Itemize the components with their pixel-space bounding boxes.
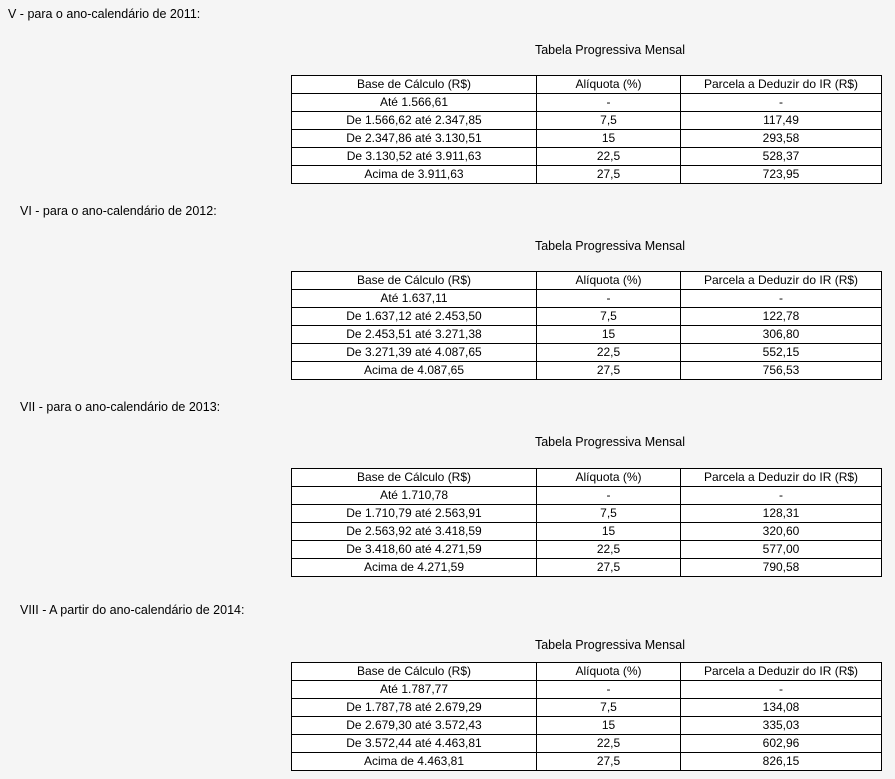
table-row	[292, 523, 882, 541]
cell-parcela: 602,96	[681, 735, 882, 753]
section-heading-2013: VII - para o ano-calendário de 2013:	[20, 400, 221, 414]
section-heading-2011: V - para o ano-calendário de 2011:	[8, 7, 201, 21]
table-row	[292, 753, 882, 771]
table-row	[292, 487, 882, 505]
cell-aliquota: 22,5	[537, 148, 681, 166]
cell-base: Até 1.637,11	[292, 290, 537, 308]
cell-base: Até 1.710,78	[292, 487, 537, 505]
cell-parcela: -	[681, 487, 882, 505]
table-row	[292, 735, 882, 753]
cell-aliquota: 15	[537, 523, 681, 541]
cell-parcela: -	[681, 94, 882, 112]
cell-aliquota: 7,5	[537, 308, 681, 326]
cell-parcela: 723,95	[681, 166, 882, 184]
column-header-parcela: Parcela a Deduzir do IR (R$)	[681, 76, 882, 94]
table-row	[292, 505, 882, 523]
cell-parcela: 320,60	[681, 523, 882, 541]
cell-parcela: 826,15	[681, 753, 882, 771]
cell-aliquota: 7,5	[537, 699, 681, 717]
table-row	[292, 344, 882, 362]
table-header-row	[292, 663, 882, 681]
cell-aliquota: 27,5	[537, 559, 681, 577]
column-header-parcela: Parcela a Deduzir do IR (R$)	[681, 469, 882, 487]
tax-table-2013	[291, 468, 882, 577]
cell-aliquota: -	[537, 487, 681, 505]
column-header-aliquota: Alíquota (%)	[537, 469, 681, 487]
column-header-parcela: Parcela a Deduzir do IR (R$)	[681, 663, 882, 681]
tax-table-2012	[291, 271, 882, 380]
table-header-row	[292, 272, 882, 290]
table-row	[292, 699, 882, 717]
cell-parcela: 293,58	[681, 130, 882, 148]
cell-aliquota: 22,5	[537, 735, 681, 753]
cell-base: De 2.347,86 até 3.130,51	[292, 130, 537, 148]
table-row	[292, 362, 882, 380]
cell-base: De 3.572,44 até 4.463,81	[292, 735, 537, 753]
cell-aliquota: 27,5	[537, 753, 681, 771]
cell-parcela: 306,80	[681, 326, 882, 344]
cell-aliquota: 7,5	[537, 112, 681, 130]
cell-base: Acima de 4.463,81	[292, 753, 537, 771]
cell-parcela: 577,00	[681, 541, 882, 559]
cell-parcela: 128,31	[681, 505, 882, 523]
table-row	[292, 130, 882, 148]
cell-parcela: 122,78	[681, 308, 882, 326]
column-header-aliquota: Alíquota (%)	[537, 663, 681, 681]
table-title-2013: Tabela Progressiva Mensal	[534, 435, 686, 449]
table-title-2014: Tabela Progressiva Mensal	[534, 638, 686, 652]
cell-base: Acima de 4.271,59	[292, 559, 537, 577]
cell-base: Acima de 3.911,63	[292, 166, 537, 184]
section-heading-2014: VIII - A partir do ano-calendário de 2014:	[20, 603, 245, 617]
cell-parcela: -	[681, 290, 882, 308]
cell-base: Até 1.566,61	[292, 94, 537, 112]
section-heading-2012: VI - para o ano-calendário de 2012:	[20, 204, 217, 218]
cell-base: De 3.271,39 até 4.087,65	[292, 344, 537, 362]
cell-parcela: 790,58	[681, 559, 882, 577]
cell-parcela: 756,53	[681, 362, 882, 380]
column-header-base: Base de Cálculo (R$)	[292, 272, 537, 290]
table-row	[292, 166, 882, 184]
cell-aliquota: 15	[537, 717, 681, 735]
cell-base: Até 1.787,77	[292, 681, 537, 699]
table-header-row	[292, 76, 882, 94]
column-header-base: Base de Cálculo (R$)	[292, 76, 537, 94]
cell-parcela: 134,08	[681, 699, 882, 717]
cell-aliquota: 22,5	[537, 344, 681, 362]
cell-aliquota: -	[537, 290, 681, 308]
cell-aliquota: -	[537, 94, 681, 112]
table-row	[292, 326, 882, 344]
table-row	[292, 541, 882, 559]
cell-base: De 2.563,92 até 3.418,59	[292, 523, 537, 541]
cell-aliquota: 22,5	[537, 541, 681, 559]
cell-base: De 1.637,12 até 2.453,50	[292, 308, 537, 326]
cell-parcela: 117,49	[681, 112, 882, 130]
table-title-2012: Tabela Progressiva Mensal	[534, 239, 686, 253]
cell-base: De 1.787,78 até 2.679,29	[292, 699, 537, 717]
tax-table-2011	[291, 75, 882, 184]
cell-base: De 1.566,62 até 2.347,85	[292, 112, 537, 130]
table-row	[292, 559, 882, 577]
cell-base: De 2.679,30 até 3.572,43	[292, 717, 537, 735]
tax-table-2014	[291, 662, 882, 771]
cell-parcela: 335,03	[681, 717, 882, 735]
table-row	[292, 308, 882, 326]
cell-parcela: -	[681, 681, 882, 699]
cell-base: De 3.418,60 até 4.271,59	[292, 541, 537, 559]
cell-aliquota: 15	[537, 326, 681, 344]
table-header-row	[292, 469, 882, 487]
column-header-base: Base de Cálculo (R$)	[292, 469, 537, 487]
table-row	[292, 290, 882, 308]
column-header-aliquota: Alíquota (%)	[537, 272, 681, 290]
column-header-base: Base de Cálculo (R$)	[292, 663, 537, 681]
cell-parcela: 552,15	[681, 344, 882, 362]
cell-parcela: 528,37	[681, 148, 882, 166]
cell-aliquota: 27,5	[537, 166, 681, 184]
cell-base: Acima de 4.087,65	[292, 362, 537, 380]
table-row	[292, 112, 882, 130]
cell-aliquota: -	[537, 681, 681, 699]
column-header-parcela: Parcela a Deduzir do IR (R$)	[681, 272, 882, 290]
cell-aliquota: 15	[537, 130, 681, 148]
table-row	[292, 94, 882, 112]
cell-base: De 2.453,51 até 3.271,38	[292, 326, 537, 344]
table-row	[292, 681, 882, 699]
cell-aliquota: 27,5	[537, 362, 681, 380]
column-header-aliquota: Alíquota (%)	[537, 76, 681, 94]
cell-aliquota: 7,5	[537, 505, 681, 523]
cell-base: De 3.130,52 até 3.911,63	[292, 148, 537, 166]
table-row	[292, 717, 882, 735]
cell-base: De 1.710,79 até 2.563,91	[292, 505, 537, 523]
table-title-2011: Tabela Progressiva Mensal	[534, 43, 686, 57]
table-row	[292, 148, 882, 166]
